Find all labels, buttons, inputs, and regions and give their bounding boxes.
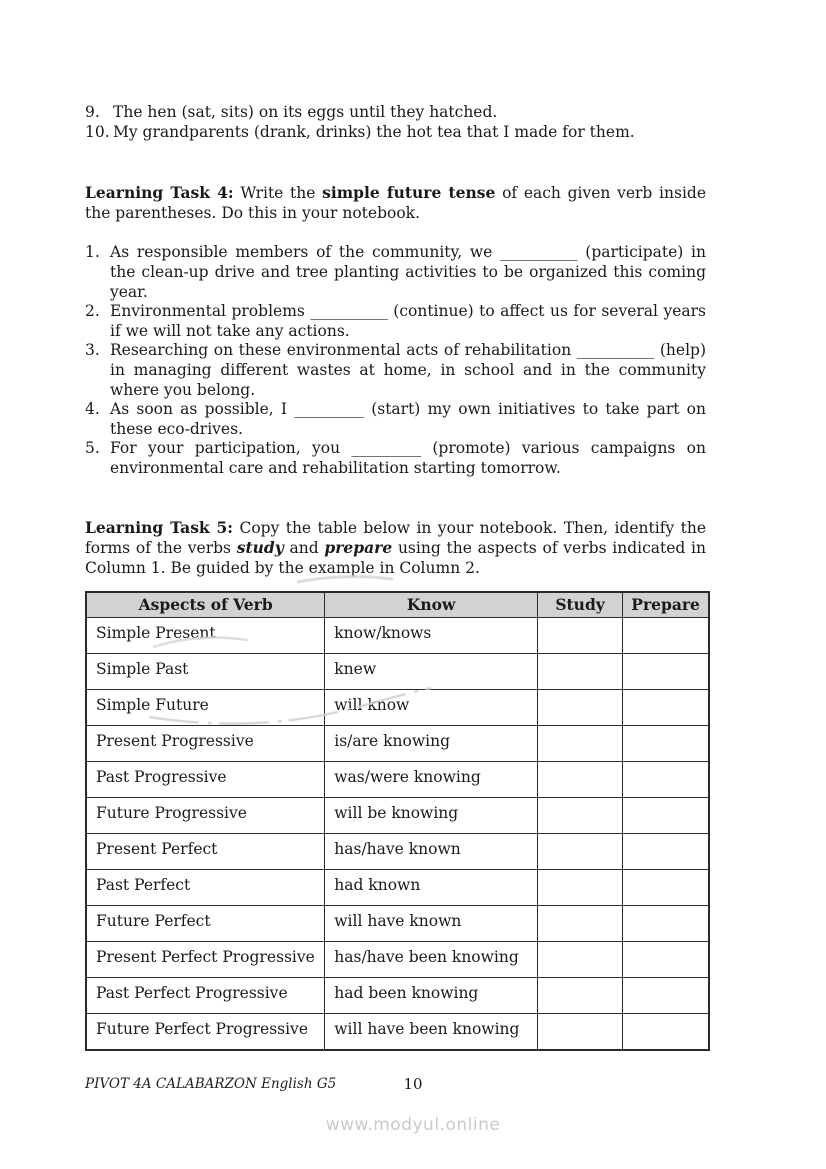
cell-prepare	[623, 725, 709, 761]
header-prepare: Prepare	[623, 592, 709, 617]
cell-prepare	[623, 905, 709, 941]
cell-study	[537, 653, 622, 689]
cell-aspect: Present Perfect	[86, 833, 325, 869]
task4-item-1	[85, 243, 706, 302]
cell-study	[537, 977, 622, 1013]
cell-prepare	[623, 869, 709, 905]
cell-aspect: Present Progressive	[86, 725, 325, 761]
cell-study	[537, 689, 622, 725]
cell-know: will be knowing	[325, 797, 538, 833]
cell-aspect: Future Perfect	[86, 905, 325, 941]
cell-study	[537, 761, 622, 797]
table-row	[86, 941, 709, 977]
table-row	[86, 869, 709, 905]
header-know: Know	[325, 592, 538, 617]
cell-know: know/knows	[325, 617, 538, 653]
cell-prepare	[623, 833, 709, 869]
item-number: 10.	[85, 122, 110, 141]
table-row	[86, 797, 709, 833]
item-number: 9.	[85, 103, 100, 121]
cell-study	[537, 725, 622, 761]
item-text: Researching on these environmental acts of rehabilitation __________ (help) in managing different wastes at home, in school and in the community where you belong.	[110, 341, 706, 399]
header-aspects-of-verb: Aspects of Verb	[86, 592, 325, 617]
table-row	[86, 761, 709, 797]
item-text: For your participation, you _________ (promote) various campaigns on environmental care and rehabilitation starting tomorrow.	[110, 439, 706, 477]
site-watermark: www.modyul.online	[325, 1115, 501, 1135]
task5-verb1: study	[236, 538, 284, 558]
task4-item-5	[85, 439, 706, 478]
table-row	[86, 653, 709, 689]
header-study: Study	[537, 592, 622, 617]
table-header-row	[86, 592, 709, 617]
cell-prepare	[623, 761, 709, 797]
task4-intro-bold: simple future tense	[322, 183, 496, 203]
cell-know: has/have been knowing	[325, 941, 538, 977]
item-number: 1.	[85, 243, 100, 262]
cell-aspect: Past Progressive	[86, 761, 325, 797]
task4-intro-post: of each given verb inside the parentheses. Do this in your notebook.	[85, 184, 706, 222]
cell-know: knew	[325, 653, 538, 689]
item-text: As soon as possible, I _________ (start) my own initiatives to take part on these eco-drives.	[110, 400, 706, 438]
cell-know: had been knowing	[325, 977, 538, 1013]
item-number: 3.	[85, 341, 100, 360]
item-text: As responsible members of the community, we __________ (participate) in the clean-up drive and tree planting activities to be organized this coming year.	[110, 243, 706, 301]
cell-prepare	[623, 689, 709, 725]
cell-know: will know	[325, 689, 538, 725]
cell-aspect: Simple Future	[86, 689, 325, 725]
exercise-item-9	[85, 103, 706, 123]
task4-intro-pre: Write the	[240, 184, 316, 203]
item-number: 4.	[85, 400, 100, 419]
page-content	[85, 103, 706, 1051]
exercise-item-10	[85, 123, 706, 143]
table-row	[86, 725, 709, 761]
cell-know: was/were knowing	[325, 761, 538, 797]
cell-know: will have been knowing	[325, 1013, 538, 1050]
cell-aspect: Future Progressive	[86, 797, 325, 833]
page-number: 10	[403, 1075, 423, 1093]
item-text: Environmental problems __________ (continue) to affect us for several years if we will not take any actions.	[110, 302, 706, 340]
footer-module-title: PIVOT 4A CALABARZON English G5	[85, 1076, 337, 1092]
cell-study	[537, 617, 622, 653]
task5-instructions	[85, 518, 706, 579]
task5-intro-mid: and	[289, 539, 319, 558]
cell-study	[537, 833, 622, 869]
table-row	[86, 977, 709, 1013]
item-number: 5.	[85, 439, 100, 458]
cell-prepare	[623, 617, 709, 653]
table-row	[86, 833, 709, 869]
task5-intro-pre: Copy the table below in your notebook. Then, identify the forms of the verbs	[85, 518, 706, 558]
cell-prepare	[623, 1013, 709, 1050]
cell-prepare	[623, 977, 709, 1013]
task4-item-list	[85, 243, 706, 478]
cell-know: will have known	[325, 905, 538, 941]
task4-item-2	[85, 302, 706, 341]
cell-aspect: Simple Past	[86, 653, 325, 689]
cell-know: has/have known	[325, 833, 538, 869]
task5-verb2: prepare	[324, 538, 393, 558]
cell-study	[537, 797, 622, 833]
task5-label: Learning Task 5:	[85, 517, 234, 537]
cell-study	[537, 941, 622, 977]
cell-know: is/are knowing	[325, 725, 538, 761]
cell-aspect: Simple Present	[86, 617, 325, 653]
item-text: The hen (sat, sits) on its eggs until they hatched.	[113, 103, 498, 121]
cell-study	[537, 905, 622, 941]
item-number: 2.	[85, 302, 100, 321]
cell-know: had known	[325, 869, 538, 905]
verb-aspects-table	[85, 591, 710, 1051]
cell-aspect: Past Perfect	[86, 869, 325, 905]
task4-item-4	[85, 400, 706, 439]
cell-study	[537, 1013, 622, 1050]
cell-study	[537, 869, 622, 905]
cell-prepare	[623, 653, 709, 689]
cell-prepare	[623, 941, 709, 977]
cell-aspect: Past Perfect Progressive	[86, 977, 325, 1013]
table-row	[86, 617, 709, 653]
cell-aspect: Present Perfect Progressive	[86, 941, 325, 977]
table-row	[86, 689, 709, 725]
table-row	[86, 905, 709, 941]
task4-instructions	[85, 183, 706, 223]
cell-aspect: Future Perfect Progressive	[86, 1013, 325, 1050]
cell-prepare	[623, 797, 709, 833]
table-row	[86, 1013, 709, 1050]
task5-intro-post: using the aspects of verbs indicated in Column 1. Be guided by the example in Column 2.	[85, 539, 706, 577]
item-text: My grandparents (drank, drinks) the hot tea that I made for them.	[113, 122, 635, 141]
task4-item-3	[85, 341, 706, 400]
task4-label: Learning Task 4:	[85, 183, 234, 203]
